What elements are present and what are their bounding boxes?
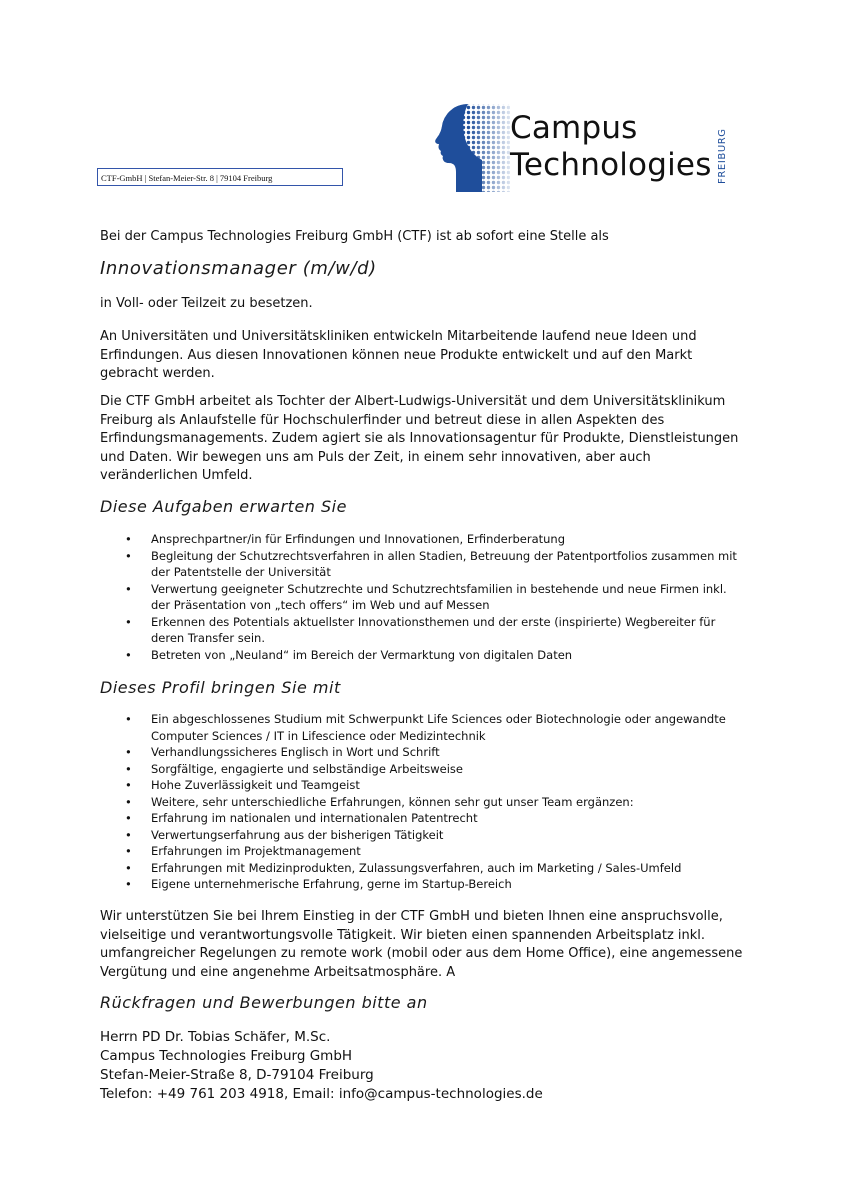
list-item: • Erfahrung im nationalen und internationalen Patentrecht [151, 810, 740, 827]
contact-name: Herrn PD Dr. Tobias Schäfer, M.Sc. [100, 1029, 331, 1045]
paragraph-innovation: An Universitäten und Universitätskliniken entwickeln Mitarbeitende laufend neue Ideen und Erfindungen. Aus diesen Innovationen können neue Produkte entwickelt und auf den Markt gebracht werden. [100, 329, 697, 382]
list-item: • Ein abgeschlossenes Studium mit Schwerpunkt Life Sciences oder Biotechnologie oder angewandte Computer Sciences / IT in Lifescience oder Medizintechnik [151, 711, 740, 744]
contact-block [100, 1028, 750, 1104]
list-item: • Erfahrungen mit Medizinprodukten, Zulassungsverfahren, auch im Marketing / Sales-Umfeld [151, 860, 740, 877]
profile-list [100, 711, 740, 893]
company-logo [416, 100, 736, 195]
list-item: • Eigene unternehmerische Erfahrung, gerne im Startup-Bereich [151, 876, 740, 893]
list-item: • Verhandlungssicheres Englisch in Wort und Schrift [151, 744, 740, 761]
contact-address: Stefan-Meier-Straße 8, D-79104 Freiburg [100, 1067, 374, 1083]
contact-phone-email: Telefon: +49 761 203 4918, Email: info@campus-technologies.de [100, 1086, 543, 1102]
list-item: • Betreten von „Neuland“ im Bereich der Vermarktung von digitalen Daten [151, 647, 740, 664]
paragraph-offer: Wir unterstützen Sie bei Ihrem Einstieg in der CTF GmbH und bieten Ihnen eine anspruchsvolle, vielseitige und verantwortungsvolle Tätigkeit. Wir bieten einen spannenden Arbeitsplatz inkl. umfangreicher Regelungen zu remote work (mobil oder aus dem Home Office), eine angemessene Vergütung und eine angenehme Arbeitsatmosphäre. A [100, 909, 743, 980]
list-item: • Hohe Zuverlässigkeit und Teamgeist [151, 777, 740, 794]
list-item: • Sorgfältige, engagierte und selbständige Arbeitsweise [151, 761, 740, 778]
list-item: • Verwertung geeigneter Schutzrechte und Schutzrechtsfamilien in bestehende und neue Firmen inkl. der Präsentation von „tech offers“ im Web und auf Messen [151, 581, 740, 614]
svg-text:FREIBURG: FREIBURG [717, 128, 728, 184]
list-item: • Begleitung der Schutzrechtsverfahren in allen Stadien, Betreuung der Patentportfolios zusammen mit der Patentstelle der Universität [151, 548, 740, 581]
logo-text-campus: Campus [510, 110, 638, 146]
head-silhouette-icon [416, 100, 510, 195]
list-item: • Erfahrungen im Projektmanagement [151, 843, 740, 860]
job-title: Innovationsmanager (m/w/d) [100, 258, 377, 279]
intro-line: Bei der Campus Technologies Freiburg GmbH (CTF) ist ab sofort eine Stelle als [100, 229, 609, 244]
logo-text-freiburg [714, 122, 728, 184]
paragraph-about-ctf: Die CTF GmbH arbeitet als Tochter der Albert-Ludwigs-Universität und dem Universitätsklinikum Freiburg als Anlaufstelle für Hochschulerfinder und betreut diese in allen Aspekten des Erfindungsmanagements. Zudem agiert sie als Innovationsagentur für Produkte, Dienstleistungen und Daten. Wir bewegen uns am Puls der Zeit, in einem sehr innovativen, aber auch veränderlichen Umfeld. [100, 394, 739, 484]
tasks-list [100, 531, 740, 663]
list-item: • Ansprechpartner/in für Erfindungen und Innovationen, Erfinderberatung [151, 531, 740, 548]
sender-address-line: CTF-GmbH | Stefan-Meier-Str. 8 | 79104 Freiburg [97, 168, 343, 186]
profile-heading: Dieses Profil bringen Sie mit [100, 678, 341, 697]
logo-text-technologies: Technologies [510, 147, 712, 183]
list-item: • Erkennen des Potentials aktuellster Innovationsthemen und der erste (inspirierte) Wegbereiter für deren Transfer sein. [151, 614, 740, 647]
employment-type: in Voll- oder Teilzeit zu besetzen. [100, 296, 313, 311]
contact-company: Campus Technologies Freiburg GmbH [100, 1048, 353, 1064]
contact-heading: Rückfragen und Bewerbungen bitte an [100, 993, 428, 1012]
tasks-heading: Diese Aufgaben erwarten Sie [100, 497, 347, 516]
list-item: • Weitere, sehr unterschiedliche Erfahrungen, können sehr gut unser Team ergänzen: [151, 794, 740, 811]
list-item: • Verwertungserfahrung aus der bisherigen Tätigkeit [151, 827, 740, 844]
